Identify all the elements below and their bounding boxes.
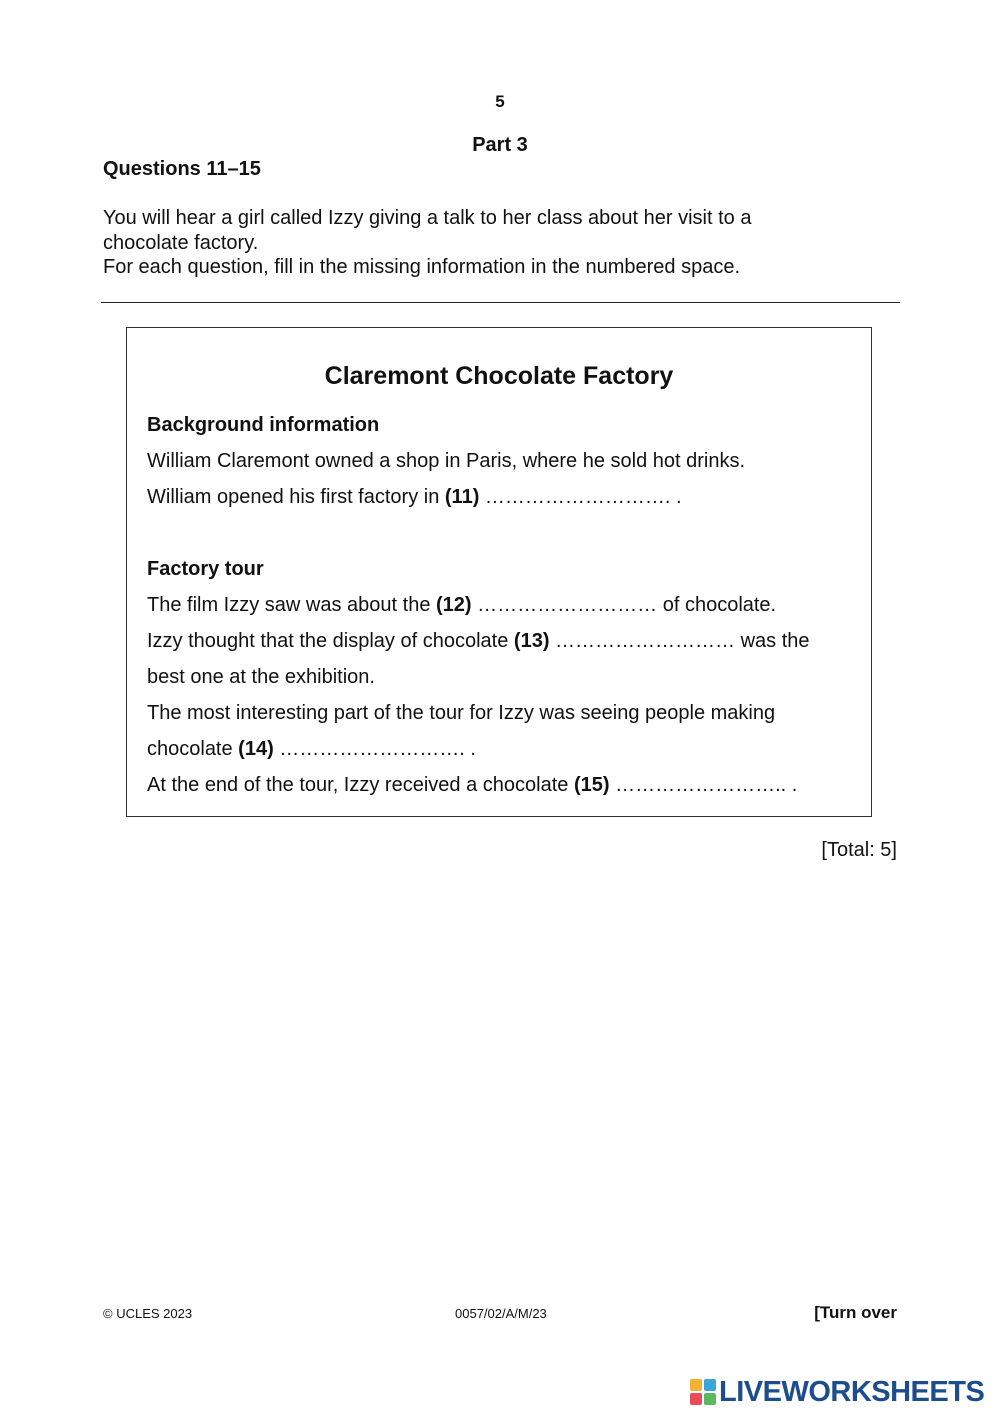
q14-answer-blank[interactable]: ………………………. .: [273, 738, 476, 760]
q12-answer-blank[interactable]: ……………………… of chocolate.: [471, 594, 777, 616]
instructions-line: You will hear a girl called Izzy giving a talk to her class about her visit to a: [103, 207, 752, 229]
q14-text: The most interesting part of the tour for Izzy was seeing people making: [147, 702, 776, 724]
question-11: [147, 486, 682, 509]
question-14: [147, 738, 476, 761]
q13-number: (13): [513, 630, 550, 652]
total-marks: [Total: 5]: [821, 839, 897, 861]
liveworksheets-brand[interactable]: [690, 1374, 990, 1410]
questions-heading: Questions 11–15: [103, 158, 261, 180]
paper-code: 0057/02/A/M/23: [455, 1306, 547, 1321]
q14-text-end: chocolate: [147, 738, 239, 760]
turn-over: [Turn over: [814, 1303, 897, 1322]
q15-number: (15): [573, 774, 610, 796]
q13-text: Izzy thought that the display of chocolate: [147, 630, 514, 652]
question-15: [147, 774, 797, 797]
background-text: William Claremont owned a shop in Paris, where he sold hot drinks.: [147, 450, 746, 472]
liveworksheets-logo-icon: [690, 1379, 716, 1405]
brand-name: LIVEWORKSHEETS: [719, 1375, 985, 1408]
q15-text: At the end of the tour, Izzy received a chocolate: [147, 774, 574, 796]
q13-answer-blank[interactable]: ……………………… was the: [549, 630, 810, 652]
instructions-line: chocolate factory.: [103, 231, 259, 254]
question-12: [147, 594, 776, 617]
part-heading: Part 3: [472, 134, 528, 156]
q12-text: The film Izzy saw was about the: [147, 594, 437, 616]
background-heading: Background information: [147, 414, 380, 436]
notes-box: [126, 327, 872, 817]
q15-answer-blank[interactable]: …………………….. .: [609, 774, 798, 796]
q13-continuation: best one at the exhibition.: [147, 666, 375, 688]
box-title: Claremont Chocolate Factory: [324, 362, 674, 390]
q12-number: (12): [436, 594, 472, 616]
copyright: © UCLES 2023: [103, 1306, 193, 1321]
q11-answer-blank[interactable]: ………………………. .: [479, 486, 682, 508]
tour-heading: Factory tour: [147, 558, 264, 580]
instructions-line: For each question, fill in the missing information in the numbered space.: [103, 256, 741, 278]
question-13: [147, 630, 810, 653]
q14-number: (14): [238, 738, 274, 760]
divider: [101, 302, 900, 303]
q11-number: (11): [444, 486, 480, 508]
instructions: [103, 206, 863, 280]
q11-text: William opened his first factory in: [147, 486, 445, 508]
page-number: 5: [495, 92, 505, 111]
